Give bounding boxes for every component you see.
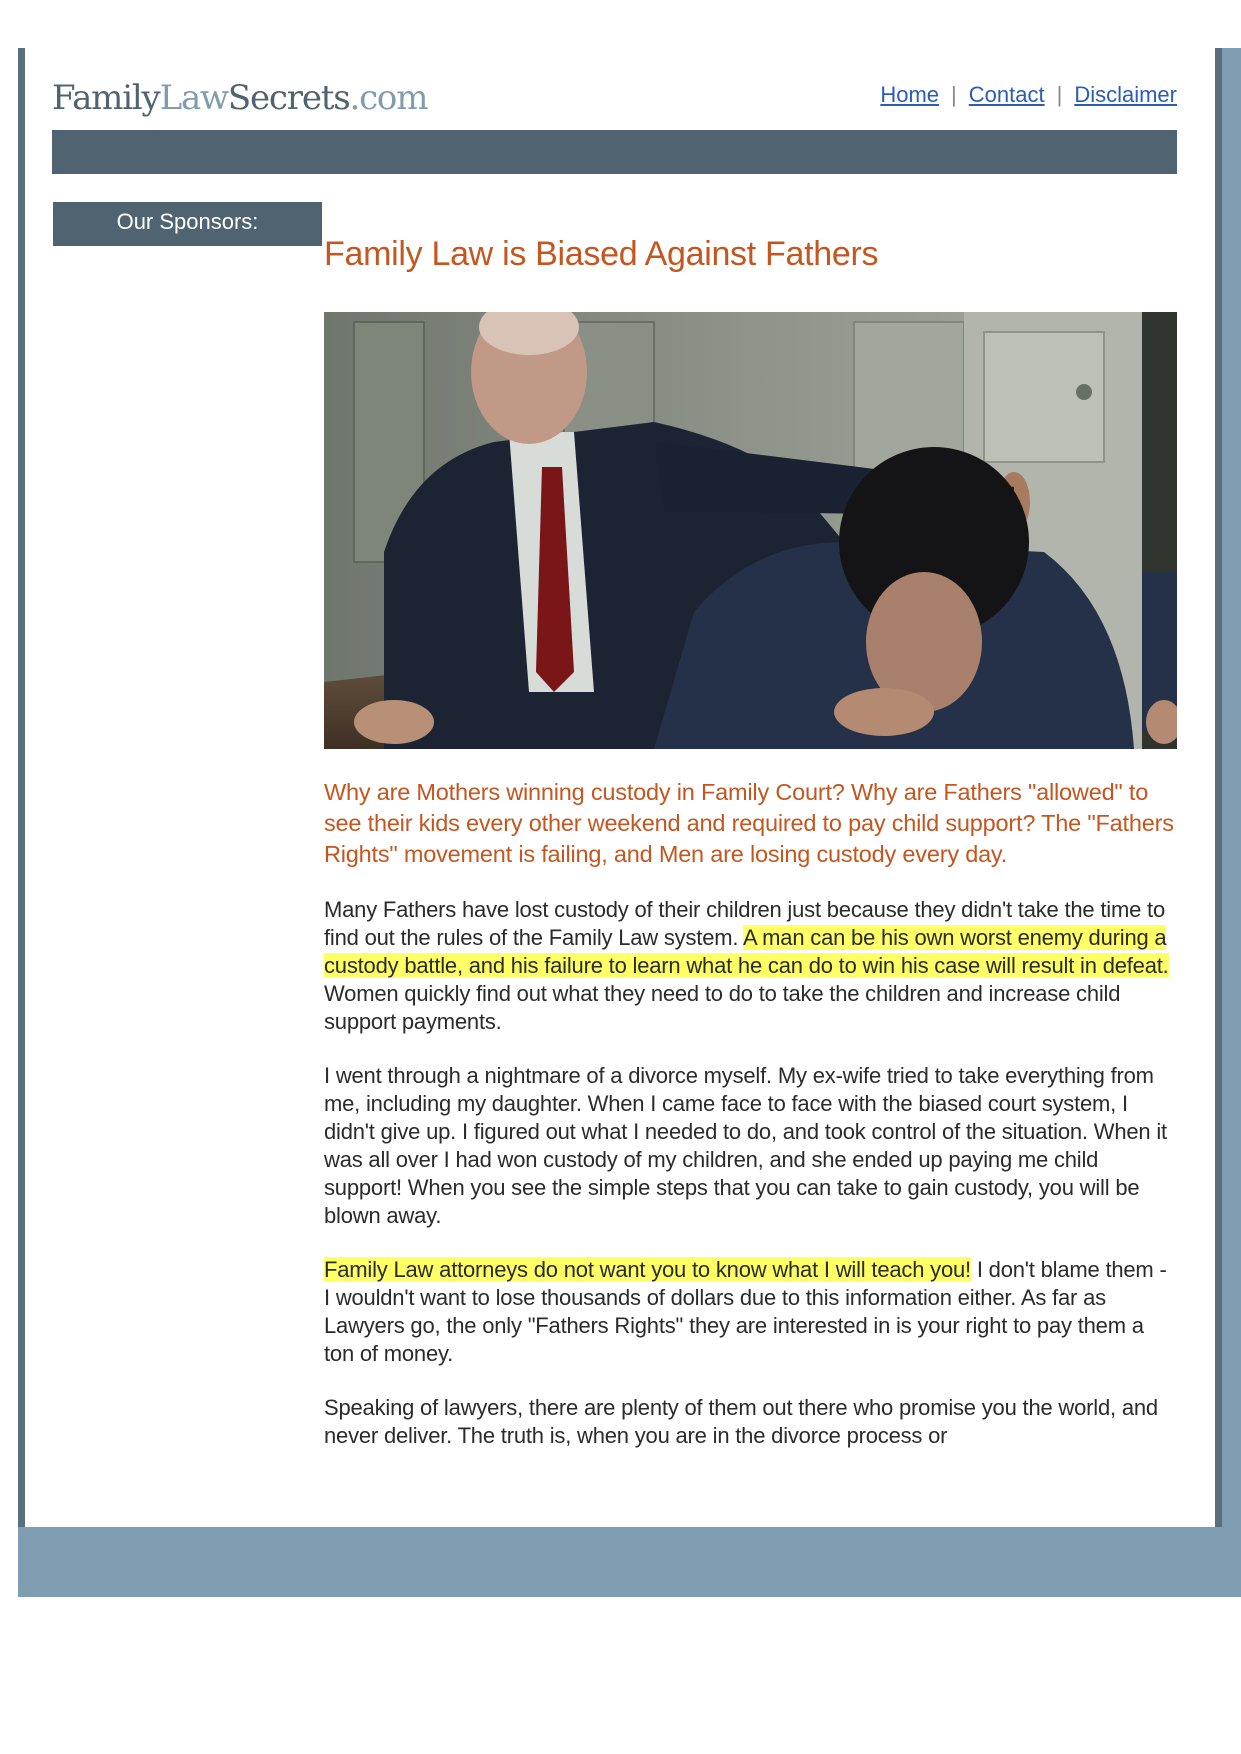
body-paragraph-1 — [324, 896, 1177, 1036]
p3-text-after: I don't blame them - I wouldn't want to lose thousands of dollars due to this information either. As far as Lawyers go, the only "Fathers Rights" they are interested in is your right to pay them a ton of money. — [324, 1257, 1167, 1366]
nav-separator: | — [951, 82, 957, 107]
article — [324, 232, 1177, 1450]
right-frame-band — [1222, 48, 1241, 1597]
nav-link-contact[interactable]: Contact — [968, 82, 1045, 107]
body-paragraph-3 — [324, 1256, 1177, 1368]
p3-highlight: Family Law attorneys do not want you to know what I will teach you! — [324, 1257, 971, 1282]
left-frame-border — [18, 48, 25, 1527]
top-nav — [880, 82, 1177, 108]
hero-photo — [324, 312, 1177, 749]
lead-paragraph: Why are Mothers winning custody in Family Court? Why are Fathers "allowed" to see their kids every other weekend and required to pay child support? The "Fathers Rights" movement is failing, and Men are losing custody every day. — [324, 779, 1174, 867]
p1-highlight: A man can be his own worst enemy during a custody battle, and his failure to learn what he can do to win his case will result in defeat. — [324, 925, 1169, 978]
footer-band — [18, 1527, 1241, 1597]
photo-illustration — [324, 312, 1177, 749]
logo-part-family: Family — [52, 78, 160, 118]
page-title: Family Law is Biased Against Fathers — [324, 235, 879, 273]
site-logo[interactable] — [52, 78, 427, 118]
logo-part-com: .com — [349, 78, 428, 118]
body-paragraph-2: I went through a nightmare of a divorce myself. My ex-wife tried to take everything from me, including my daughter. When I came face to face with the biased court system, I didn't give up. I figured out what I needed to do, and took control of the situation. When it was all over I had won custody of my children, and she ended up paying me child support! When you see the simple steps that you can take to gain custody, you will be blown away. — [324, 1063, 1167, 1228]
right-frame-border — [1215, 48, 1222, 1527]
sponsors-heading: Our Sponsors: — [53, 202, 322, 246]
logo-part-law: Law — [159, 78, 228, 118]
nav-link-home[interactable]: Home — [880, 82, 940, 107]
nav-link-disclaimer[interactable]: Disclaimer — [1074, 82, 1177, 107]
nav-separator: | — [1056, 82, 1063, 107]
p1-text: Many Fathers have lost custody of their children just because they didn't take the time to find out the rules of the Family Law system. — [324, 897, 1165, 950]
p1-text-after: Women quickly find out what they need to do to take the children and increase child support payments. — [324, 981, 1121, 1034]
logo-part-secrets: Secrets — [227, 78, 350, 118]
header-bar — [52, 130, 1177, 174]
body-paragraph-4: Speaking of lawyers, there are plenty of them out there who promise you the world, and never deliver. The truth is, when you are in the divorce process or — [324, 1395, 1158, 1448]
